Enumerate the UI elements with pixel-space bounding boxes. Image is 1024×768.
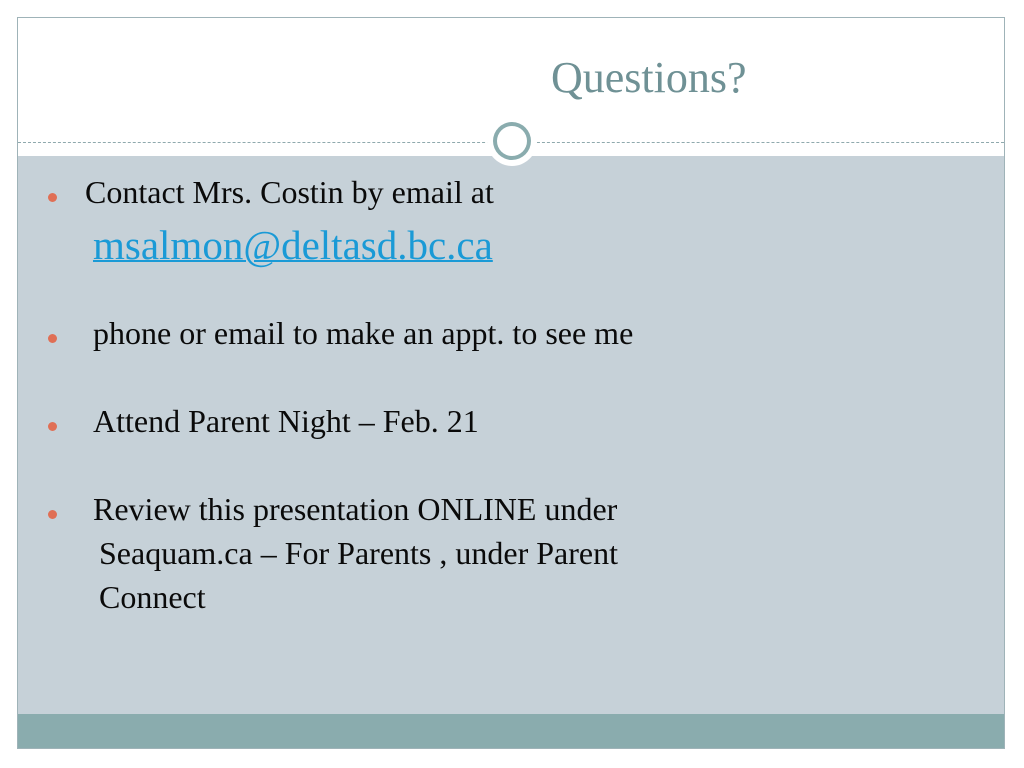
slide-title: Questions?	[551, 53, 747, 102]
bullet-dot-icon	[48, 334, 57, 343]
footer-bar	[18, 714, 1004, 748]
bullet-text-line: Review this presentation ONLINE under	[93, 491, 618, 527]
bullet-text: phone or email to make an appt. to see me	[93, 315, 634, 351]
bullet-text: Contact Mrs. Costin by email at	[85, 174, 494, 210]
bullet-text-line: Connect	[99, 579, 206, 615]
content-area	[18, 156, 1004, 716]
email-link[interactable]: msalmon@deltasd.bc.ca	[93, 222, 493, 268]
bullet-dot-icon	[48, 193, 57, 202]
circle-ornament-icon	[487, 116, 537, 166]
bullet-dot-icon	[48, 422, 57, 431]
slide	[17, 17, 1005, 749]
bullet-text-line: Seaquam.ca – For Parents , under Parent	[99, 535, 618, 571]
bullet-text: Attend Parent Night – Feb. 21	[93, 403, 479, 439]
bullet-dot-icon	[48, 510, 57, 519]
